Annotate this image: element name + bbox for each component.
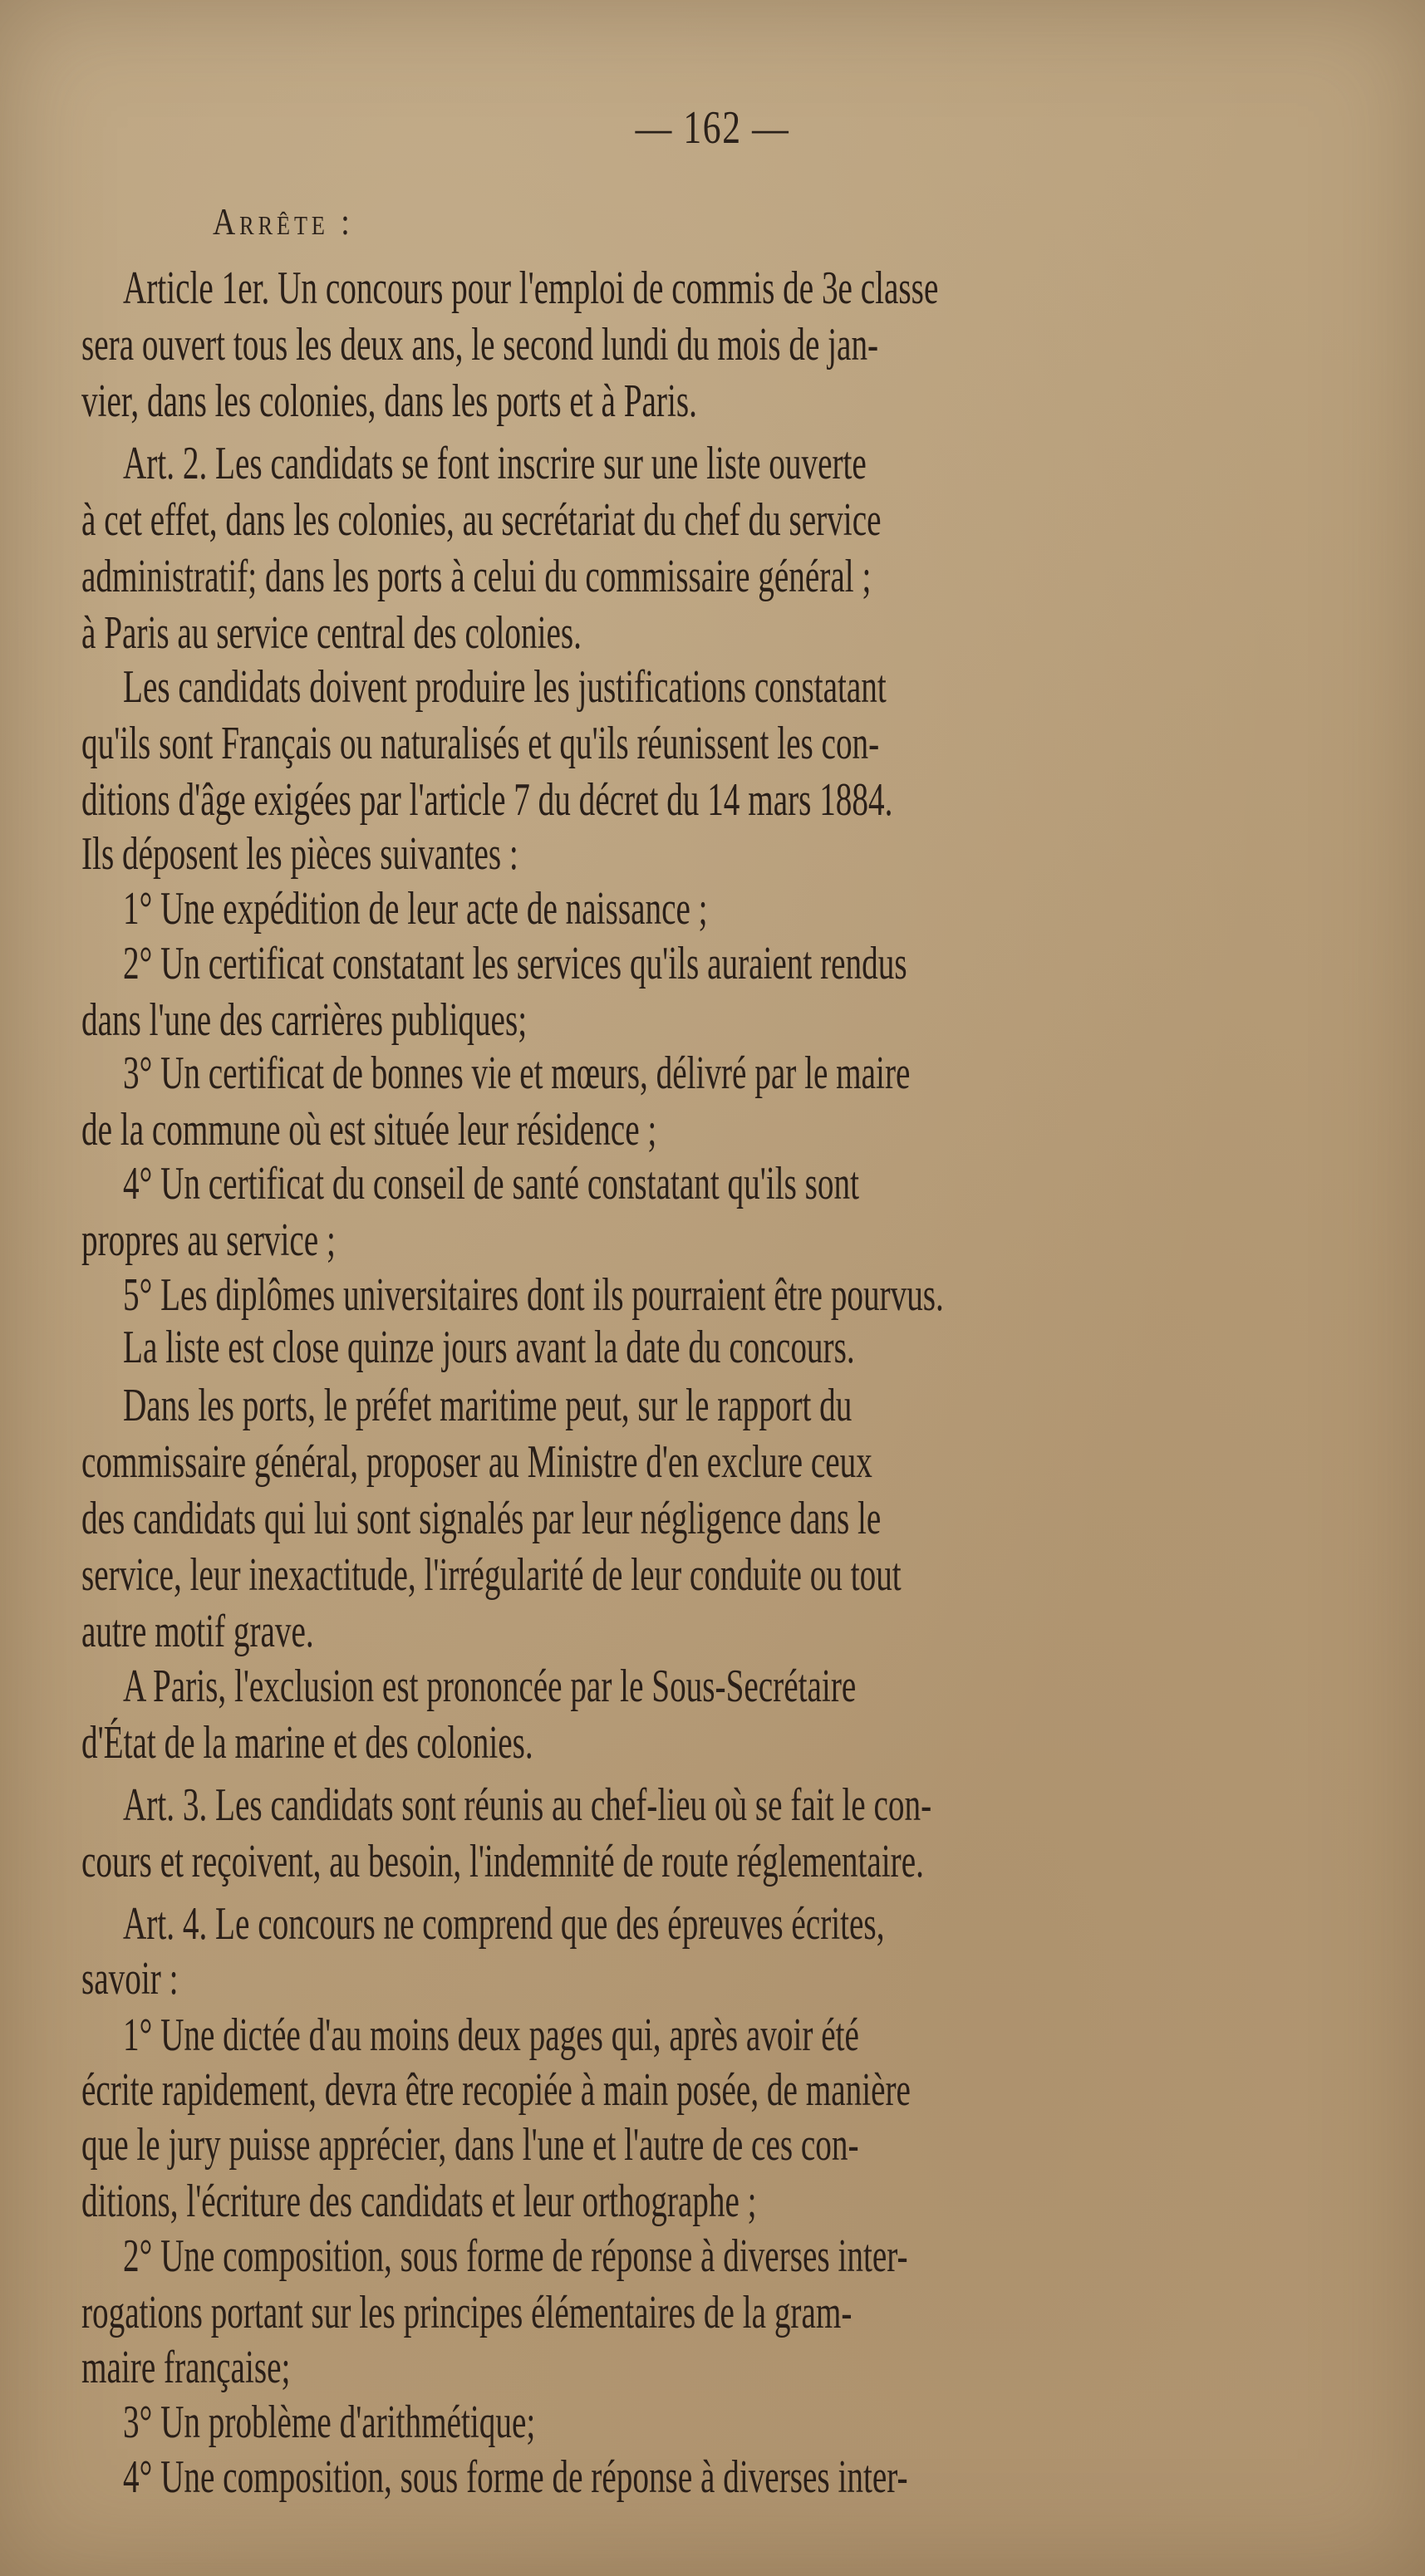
text-line: Dans les ports, le préfet maritime peut, sur le rapport du: [123, 1380, 853, 1431]
text-line: maire française;: [81, 2342, 291, 2393]
text-line: vier, dans les colonies, dans les ports et à Paris.: [81, 375, 697, 427]
text-line: 4° Une composition, sous forme de réponse à diverses inter-: [123, 2451, 908, 2503]
text-line: 5° Les diplômes universitaires dont ils pourraient être pourvus.: [123, 1269, 944, 1321]
text-line: écrite rapidement, devra être recopiée à main posée, de manière: [81, 2064, 911, 2116]
text-line: Art. 3. Les candidats sont réunis au chef-lieu où se fait le con-: [123, 1779, 932, 1831]
text-line: 2° Un certificat constatant les services qu'ils auraient rendus: [123, 938, 907, 989]
page-number: — 162 —: [635, 102, 790, 154]
text-line: Art. 4. Le concours ne comprend que des épreuves écrites,: [123, 1898, 885, 1950]
text-line: propres au service ;: [81, 1214, 336, 1266]
text-line: qu'ils sont Français ou naturalisés et qu'ils réunissent les con-: [81, 718, 880, 769]
text-line: 3° Un certificat de bonnes vie et mœurs, délivré par le maire: [123, 1048, 911, 1099]
text-line: 2° Une composition, sous forme de réponse à diverses inter-: [123, 2230, 908, 2282]
text-line: 3° Un problème d'arithmétique;: [123, 2397, 536, 2448]
text-line: à cet effet, dans les colonies, au secrétariat du chef du service: [81, 494, 882, 546]
text-line: d'État de la marine et des colonies.: [81, 1717, 533, 1769]
text-line: des candidats qui lui sont signalés par leur négligence dans le: [81, 1493, 882, 1544]
text-line: savoir :: [81, 1953, 179, 2004]
text-line: service, leur inexactitude, l'irrégularité de leur conduite ou tout: [81, 1549, 902, 1601]
text-line: autre motif grave.: [81, 1606, 314, 1657]
text-line: à Paris au service central des colonies.: [81, 607, 582, 659]
text-line: Les candidats doivent produire les justifications constatant: [123, 661, 887, 713]
text-line: 1° Une dictée d'au moins deux pages qui, après avoir été: [123, 2009, 859, 2061]
text-line: ditions, l'écriture des candidats et leur orthographe ;: [81, 2176, 757, 2227]
text-line: La liste est close quinze jours avant la date du concours.: [123, 1322, 855, 1373]
text-line: cours et reçoivent, au besoin, l'indemnité de route réglementaire.: [81, 1836, 924, 1887]
heading: Arrête :: [213, 200, 354, 243]
text-line: 1° Une expédition de leur acte de naissance ;: [123, 883, 708, 935]
text-line: sera ouvert tous les deux ans, le second lundi du mois de jan-: [81, 319, 879, 370]
text-line: rogations portant sur les principes élémentaires de la gram-: [81, 2287, 853, 2338]
text-line: Ils déposent les pièces suivantes :: [81, 828, 518, 880]
text-line: de la commune où est située leur résidence ;: [81, 1104, 657, 1156]
text-line: Art. 2. Les candidats se font inscrire sur une liste ouverte: [123, 438, 867, 489]
text-line: Article 1er. Un concours pour l'emploi de commis de 3e classe: [123, 263, 939, 314]
text-line: commissaire général, proposer au Ministre d'en exclure ceux: [81, 1436, 872, 1488]
text-line: A Paris, l'exclusion est prononcée par le Sous-Secrétaire: [123, 1661, 857, 1712]
text-line: que le jury puisse apprécier, dans l'une et l'autre de ces con-: [81, 2119, 859, 2171]
text-line: dans l'une des carrières publiques;: [81, 994, 528, 1046]
text-line: ditions d'âge exigées par l'article 7 du décret du 14 mars 1884.: [81, 774, 893, 826]
text-line: 4° Un certificat du conseil de santé constatant qu'ils sont: [123, 1158, 860, 1209]
text-line: administratif; dans les ports à celui du commissaire général ;: [81, 551, 872, 602]
